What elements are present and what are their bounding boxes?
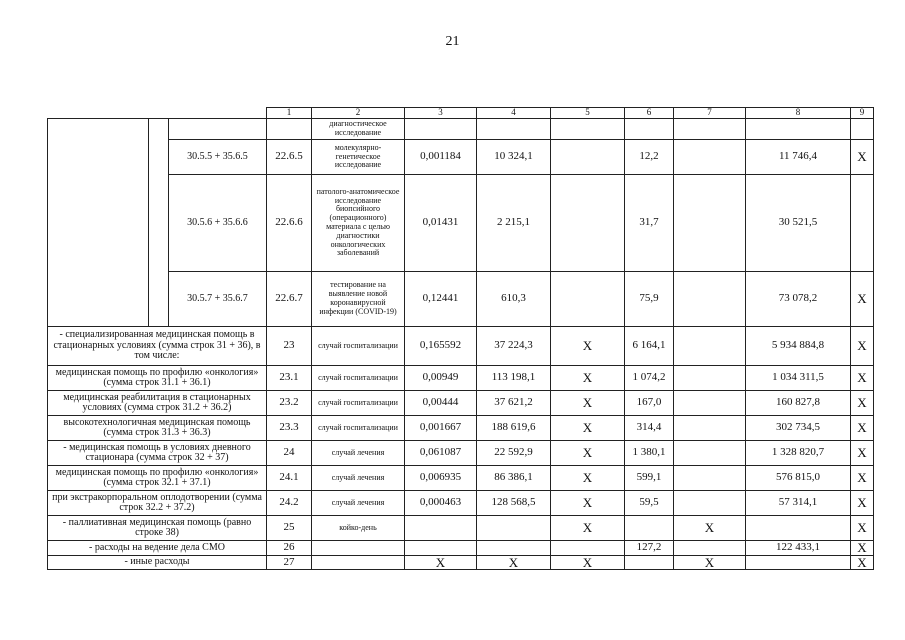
value-cell [746,119,851,140]
value-cell: X [551,441,625,466]
row-number: 23.1 [267,366,312,391]
row-number: 26 [267,541,312,556]
header-cell: 3 [405,108,477,119]
value-cell [405,119,477,140]
value-cell: 31,7 [625,175,674,272]
header-cell: 9 [851,108,874,119]
value-cell: 0,00949 [405,366,477,391]
value-cell [674,491,746,516]
value-cell: 0,001184 [405,140,477,175]
value-cell [674,366,746,391]
value-cell [674,441,746,466]
data-table [47,107,874,570]
value-cell [551,541,625,556]
value-cell: 22 592,9 [477,441,551,466]
code-cell: 30.5.5 + 35.6.5 [169,140,267,175]
table-row [48,555,874,570]
value-cell: 0,165592 [405,327,477,366]
indent-cell [149,119,169,327]
label-cell [48,119,149,327]
value-cell: X [674,516,746,541]
value-cell [477,119,551,140]
value-cell: 122 433,1 [746,541,851,556]
value-cell: 1 074,2 [625,366,674,391]
value-cell: 2 215,1 [477,175,551,272]
header-cell: 2 [312,108,405,119]
value-cell [477,541,551,556]
value-cell: 10 324,1 [477,140,551,175]
table-row [48,441,874,466]
value-cell: 1 034 311,5 [746,366,851,391]
header-cell: 7 [674,108,746,119]
value-cell [674,466,746,491]
value-cell: X [851,466,874,491]
value-cell: 30 521,5 [746,175,851,272]
unit-cell: случай лечения [312,466,405,491]
value-cell: 11 746,4 [746,140,851,175]
value-cell [851,175,874,272]
row-label: при экстракорпоральном оплодотворении (сумма строк 32.2 + 37.2) [48,491,267,516]
unit-cell: случай лечения [312,491,405,516]
value-cell [674,175,746,272]
unit-cell: койко-день [312,516,405,541]
value-cell: X [851,516,874,541]
table-row [48,466,874,491]
value-cell: X [551,466,625,491]
value-cell: 113 198,1 [477,366,551,391]
value-cell [625,555,674,570]
header-cell: 5 [551,108,625,119]
value-cell: 167,0 [625,391,674,416]
code-cell: 30.5.6 + 35.6.6 [169,175,267,272]
value-cell [674,391,746,416]
unit-cell: случай госпитализации [312,416,405,441]
value-cell [551,140,625,175]
value-cell: 0,00444 [405,391,477,416]
row-number: 22.6.5 [267,140,312,175]
value-cell [625,119,674,140]
value-cell: X [851,555,874,570]
value-cell: 86 386,1 [477,466,551,491]
row-number: 23 [267,327,312,366]
header-cell: 6 [625,108,674,119]
value-cell: X [851,140,874,175]
table-row [48,366,874,391]
table-row [48,119,874,140]
value-cell [625,516,674,541]
unit-cell: случай госпитализации [312,366,405,391]
unit-cell [312,555,405,570]
value-cell: 0,001667 [405,416,477,441]
row-number: 24.1 [267,466,312,491]
unit-cell: случай госпитализации [312,391,405,416]
page-number: 21 [445,34,460,49]
table-row [48,416,874,441]
value-cell: X [405,555,477,570]
value-cell: 1 328 820,7 [746,441,851,466]
value-cell [674,140,746,175]
value-cell [674,327,746,366]
unit-cell: тестирование на выявление новой коронавирусной инфекции (COVID-19) [312,272,405,327]
value-cell: 6 164,1 [625,327,674,366]
value-cell [851,119,874,140]
unit-cell: диагностическое исследование [312,119,405,140]
row-number: 24 [267,441,312,466]
unit-cell: случай госпитализации [312,327,405,366]
table-row [48,272,874,327]
header-cell: 8 [746,108,851,119]
value-cell: X [551,416,625,441]
value-cell: 0,12441 [405,272,477,327]
value-cell: 12,2 [625,140,674,175]
value-cell [674,416,746,441]
value-cell: 37 224,3 [477,327,551,366]
code-cell [169,119,267,140]
header-row [48,108,874,119]
value-cell: X [851,327,874,366]
value-cell: 59,5 [625,491,674,516]
value-cell: 57 314,1 [746,491,851,516]
table-row [48,516,874,541]
value-cell: X [551,366,625,391]
value-cell [551,119,625,140]
row-label: медицинская помощь по профилю «онкология» (сумма строк 32.1 + 37.1) [48,466,267,491]
value-cell: X [551,491,625,516]
value-cell: X [551,516,625,541]
table-row [48,140,874,175]
value-cell: X [851,441,874,466]
value-cell [405,541,477,556]
value-cell [674,119,746,140]
row-label: - паллиативная медицинская помощь (равно строке 38) [48,516,267,541]
value-cell [551,272,625,327]
row-number: 24.2 [267,491,312,516]
row-label: медицинская реабилитация в стационарных условиях (сумма строк 31.2 + 36.2) [48,391,267,416]
row-label: - специализированная медицинская помощь в стационарных условиях (сумма строк 31 + 36), в том числе: [48,327,267,366]
value-cell: 188 619,6 [477,416,551,441]
row-label: - медицинская помощь в условиях дневного стационара (сумма строк 32 + 37) [48,441,267,466]
value-cell [477,516,551,541]
table-row [48,491,874,516]
row-label: медицинская помощь по профилю «онкология» (сумма строк 31.1 + 36.1) [48,366,267,391]
table-row [48,391,874,416]
unit-cell: случай лечения [312,441,405,466]
table-row [48,175,874,272]
value-cell: 314,4 [625,416,674,441]
value-cell: X [851,416,874,441]
value-cell: X [851,391,874,416]
value-cell: X [551,327,625,366]
unit-cell [312,541,405,556]
value-cell: X [674,555,746,570]
row-number [267,119,312,140]
value-cell: 0,061087 [405,441,477,466]
value-cell: 5 934 884,8 [746,327,851,366]
value-cell: X [851,541,874,556]
value-cell: 599,1 [625,466,674,491]
value-cell [551,175,625,272]
value-cell: X [851,366,874,391]
row-number: 25 [267,516,312,541]
row-number: 23.3 [267,416,312,441]
value-cell: 0,01431 [405,175,477,272]
value-cell: 37 621,2 [477,391,551,416]
row-number: 27 [267,555,312,570]
code-cell: 30.5.7 + 35.6.7 [169,272,267,327]
value-cell: 128 568,5 [477,491,551,516]
header-cell: 4 [477,108,551,119]
row-label: высокотехнологичная медицинская помощь (сумма строк 31.3 + 36.3) [48,416,267,441]
value-cell: X [851,272,874,327]
table-row [48,327,874,366]
value-cell: X [551,391,625,416]
row-number: 23.2 [267,391,312,416]
header-cell: 1 [267,108,312,119]
value-cell [674,272,746,327]
value-cell [674,541,746,556]
unit-cell: патолого-анатомическое исследование биопсийного (операционного) материала с целью диагностики онкологических заболеваний [312,175,405,272]
row-number: 22.6.7 [267,272,312,327]
table-row [48,541,874,556]
row-label: - расходы на ведение дела СМО [48,541,267,556]
value-cell: X [477,555,551,570]
value-cell: X [851,491,874,516]
unit-cell: молекулярно-генетическое исследование [312,140,405,175]
value-cell [746,516,851,541]
value-cell: 0,006935 [405,466,477,491]
value-cell: 0,000463 [405,491,477,516]
value-cell: X [551,555,625,570]
value-cell: 576 815,0 [746,466,851,491]
value-cell: 160 827,8 [746,391,851,416]
value-cell: 302 734,5 [746,416,851,441]
row-label: - иные расходы [48,555,267,570]
value-cell: 127,2 [625,541,674,556]
value-cell: 75,9 [625,272,674,327]
value-cell: 73 078,2 [746,272,851,327]
value-cell [746,555,851,570]
row-number: 22.6.6 [267,175,312,272]
value-cell: 1 380,1 [625,441,674,466]
value-cell [405,516,477,541]
value-cell: 610,3 [477,272,551,327]
